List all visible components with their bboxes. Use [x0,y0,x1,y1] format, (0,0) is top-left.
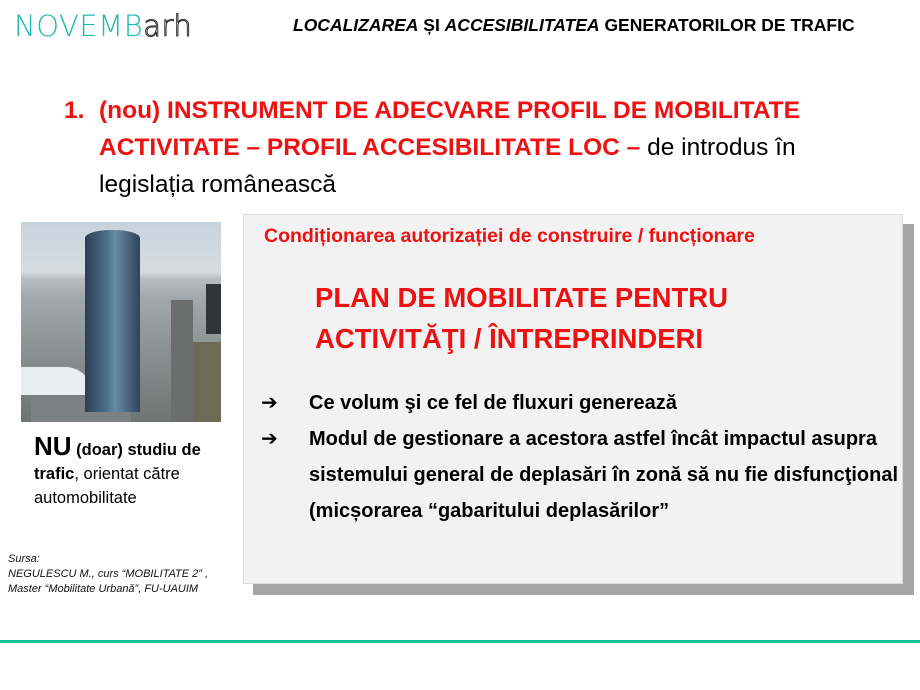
photo-caption [34,431,234,510]
numbered-point [64,92,884,203]
box-title-line-2: ACTIVITĂŢI / ÎNTREPRINDERI [315,323,704,354]
box-subtitle: Condiționarea autorizației de construire / funcționare [264,225,755,247]
item-body [99,92,884,203]
title-plain-2: GENERATORILOR DE TRAFIC [599,15,855,35]
title-italic-1: LOCALIZAREA [293,15,419,35]
mobility-plan-box [243,214,903,584]
title-plain-1: ȘI [418,15,445,35]
box-title-line-1: PLAN DE MOBILITATE PENTRU [315,282,728,313]
caption-nu: NU [34,431,72,461]
bullet-item [261,421,901,529]
tower-photo [21,222,221,422]
bullet-list [261,385,901,529]
photo-dark-building [206,284,221,334]
item-red-text: (nou) INSTRUMENT DE ADECVARE PROFIL DE MOBILITATE ACTIVITATE – PROFIL ACCESIBILITATE LOC – [99,97,800,161]
slide-header-title [293,13,855,37]
source-line-2: Master “Mobilitate Urbană”, FU-UAUIM [8,583,199,595]
photo-tower [85,230,140,412]
bullet-text: Ce volum şi ce fel de fluxuri generează [309,392,677,414]
logo-part2: arh [143,9,193,43]
source-citation [8,552,208,597]
caption-bold: (doar) studiu de trafic [34,441,201,483]
source-label: Sursa: [8,553,40,565]
bullet-item [261,385,901,421]
caption-rest: , orientat către automobilitate [34,465,180,507]
photo-trees [193,342,221,422]
arrow-right-icon: ➔ [261,428,278,450]
logo-part1: NOVEMB [14,9,144,43]
footer-divider [0,640,920,643]
item-black-text: de introdus în legislația românească [99,134,796,198]
source-line-1: NEGULESCU M., curs “MOBILITATE 2” , [8,568,209,580]
bullet-text: Modul de gestionare a acestora astfel încât impactul asupra sistemului general de deplasări în zonă să nu fie disfuncţional (micșorarea “gabaritului deplasărilor” [309,428,899,522]
box-title [315,277,728,359]
item-number: 1. [64,97,85,124]
title-italic-2: ACCESIBILITATEA [444,15,600,35]
novembarh-logo [14,8,192,44]
photo-dome [21,367,93,395]
arrow-right-icon: ➔ [261,392,278,414]
photo-road [171,300,193,422]
